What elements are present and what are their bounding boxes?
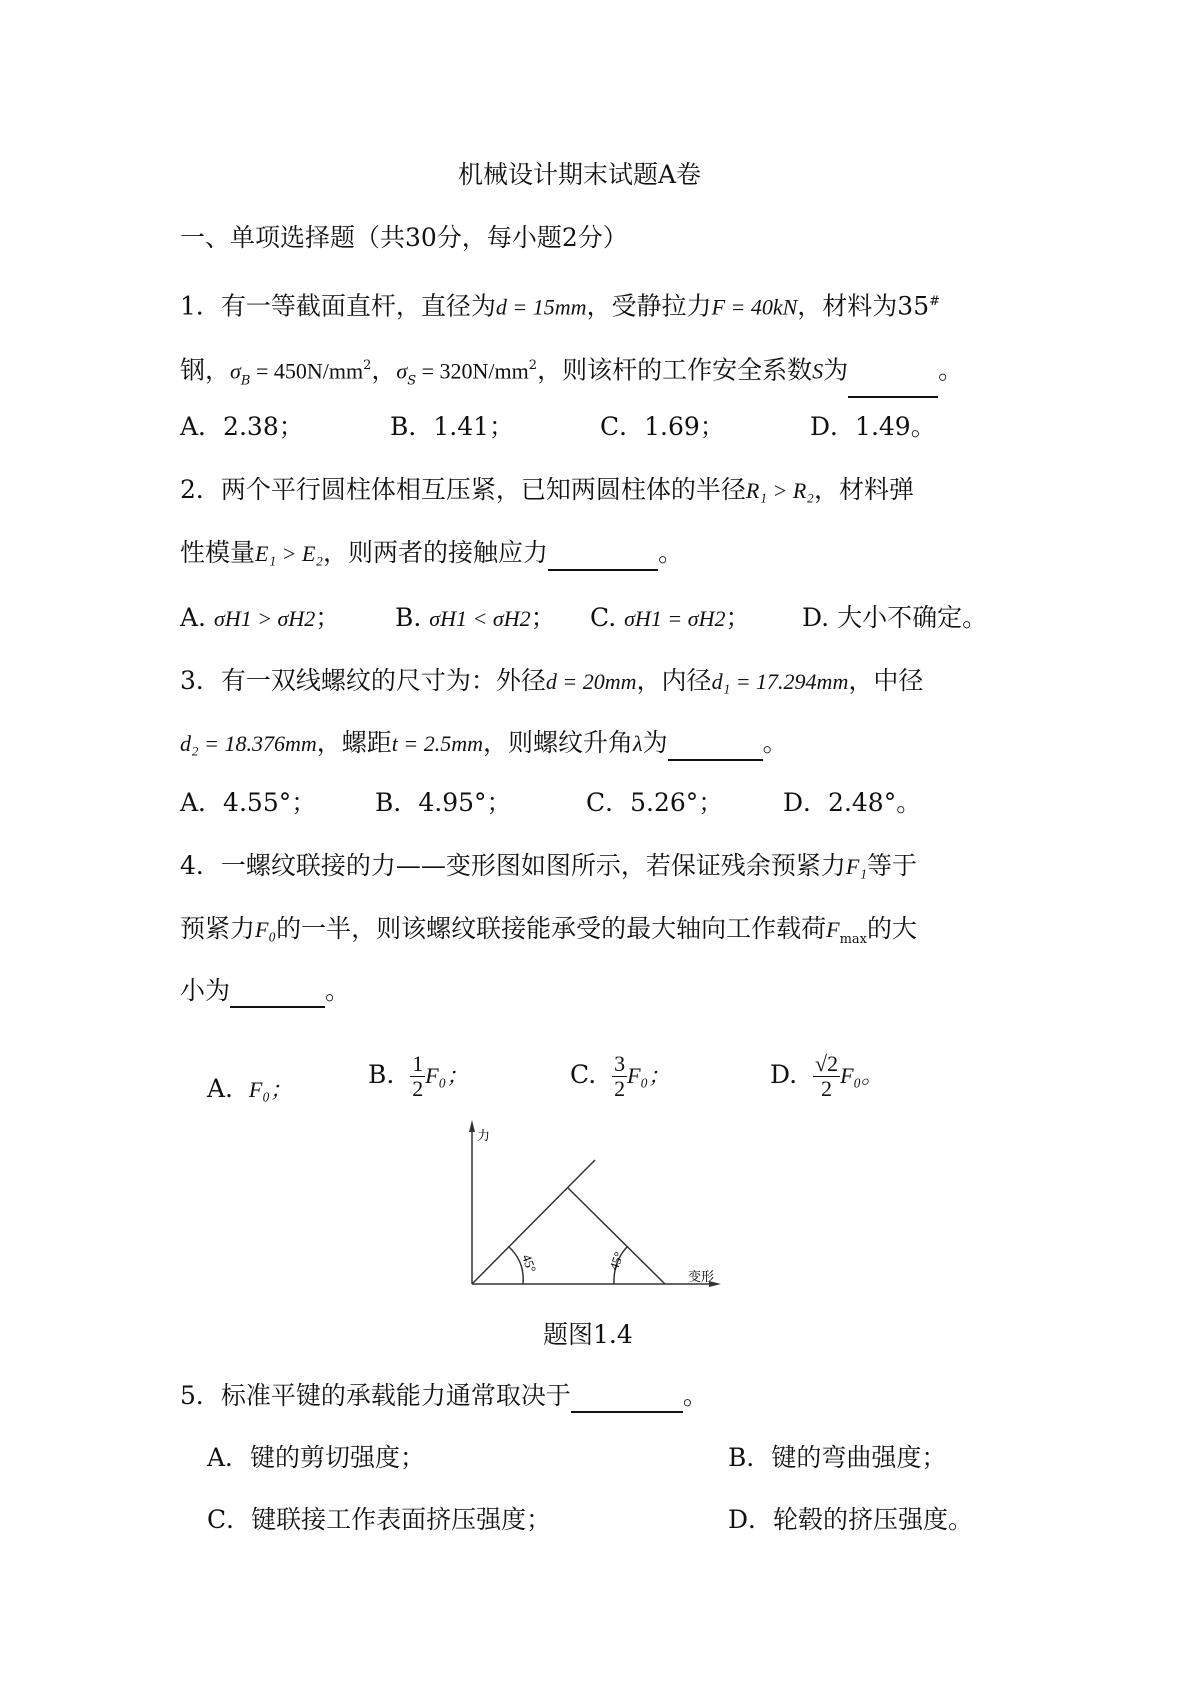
q4-line2: 预紧力F₀的一半，则该螺纹联接能承受的最大轴向工作载荷$F_{max}$的大 [180, 914, 918, 947]
angle-label-1: 45° [519, 1252, 540, 1275]
page-title: 机械设计期末试题A卷 [458, 160, 702, 189]
answer-blank[interactable] [571, 1387, 683, 1413]
q3-option-a[interactable]: A．4.55°； [180, 788, 317, 817]
q1-option-a[interactable]: A．2.38； [180, 412, 304, 441]
q3-line1: 3．有一双线螺纹的尺寸为：外径d = 20mm，内径d₁ = 17.294mm，中径 [180, 666, 924, 695]
q1-option-d[interactable]: D．1.49。 [810, 412, 936, 441]
q4-option-c[interactable]: C. $\frac{3}{2}$ F₀； [570, 1051, 671, 1101]
q1-line1: 1．有一等截面直杆，直径为d = 15mm，受静拉力F = 40kN，材料为35# [180, 291, 941, 321]
q4-option-b[interactable]: B. $\frac{1}{2}$ F₀； [368, 1051, 469, 1101]
q2-option-d[interactable]: D. 大小不确定。 [802, 603, 988, 632]
q5-option-b[interactable]: B．键的弯曲强度； [728, 1443, 947, 1472]
angle-label-2: 45° [606, 1249, 627, 1273]
q4-option-a[interactable]: A. F₀； [207, 1074, 293, 1103]
figure-caption: 题图1.4 [543, 1320, 633, 1349]
q2-option-b[interactable]: B. σH1 < σH2； [395, 603, 556, 632]
q2-option-c[interactable]: C. σH1 = σH2； [590, 603, 751, 632]
q1-option-b[interactable]: B．1.41； [390, 412, 515, 441]
q3-option-d[interactable]: D．2.48°。 [783, 788, 922, 817]
q1-option-c[interactable]: C．1.69； [600, 412, 725, 441]
q5-option-a[interactable]: A．键的剪切强度； [207, 1443, 426, 1472]
q2-line2: 性模量E₁ > E₂，则两者的接触应力 。 [180, 536, 683, 571]
q3-option-b[interactable]: B．4.95°； [375, 788, 512, 817]
q4-line1: 4．一螺纹联接的力——变形图如图所示，若保证残余预紧力F₁等于 [180, 851, 918, 880]
q2-option-a[interactable]: A. σH1 > σH2； [180, 603, 341, 632]
arrow-up-icon [469, 1120, 475, 1132]
q5-line1: 5．标准平键的承载能力通常取决于 。 [180, 1379, 708, 1413]
q2-line1: 2．两个平行圆柱体相互压紧，已知两圆柱体的半径R₁ > R₂，材料弹 [180, 475, 914, 504]
q1-line2: 钢，$\sigma_B = 450N/mm^2$，$\sigma_S = 320N/mm^2$，则该杆的工作安全系数S为 。 [180, 349, 963, 398]
q4-line3: 小为 。 [180, 974, 350, 1008]
angle-arc-1 [509, 1247, 523, 1284]
q3-option-c[interactable]: C．5.26°； [586, 788, 724, 817]
q5-option-d[interactable]: D．轮毂的挤压强度。 [728, 1505, 974, 1534]
q5-option-c[interactable]: C．键联接工作表面挤压强度； [207, 1505, 552, 1534]
x-axis-label: 变形 [688, 1270, 715, 1285]
section-heading: 一、单项选择题（共30分，每小题2分） [180, 223, 628, 252]
y-axis-label: 力 [477, 1129, 491, 1144]
q4-option-d[interactable]: D. $\frac{√2}{2}$ F₀。 [770, 1051, 884, 1101]
q3-line2: d₂ = 18.376mm，螺距t = 2.5mm，则螺纹升角λ为 。 [180, 726, 788, 761]
